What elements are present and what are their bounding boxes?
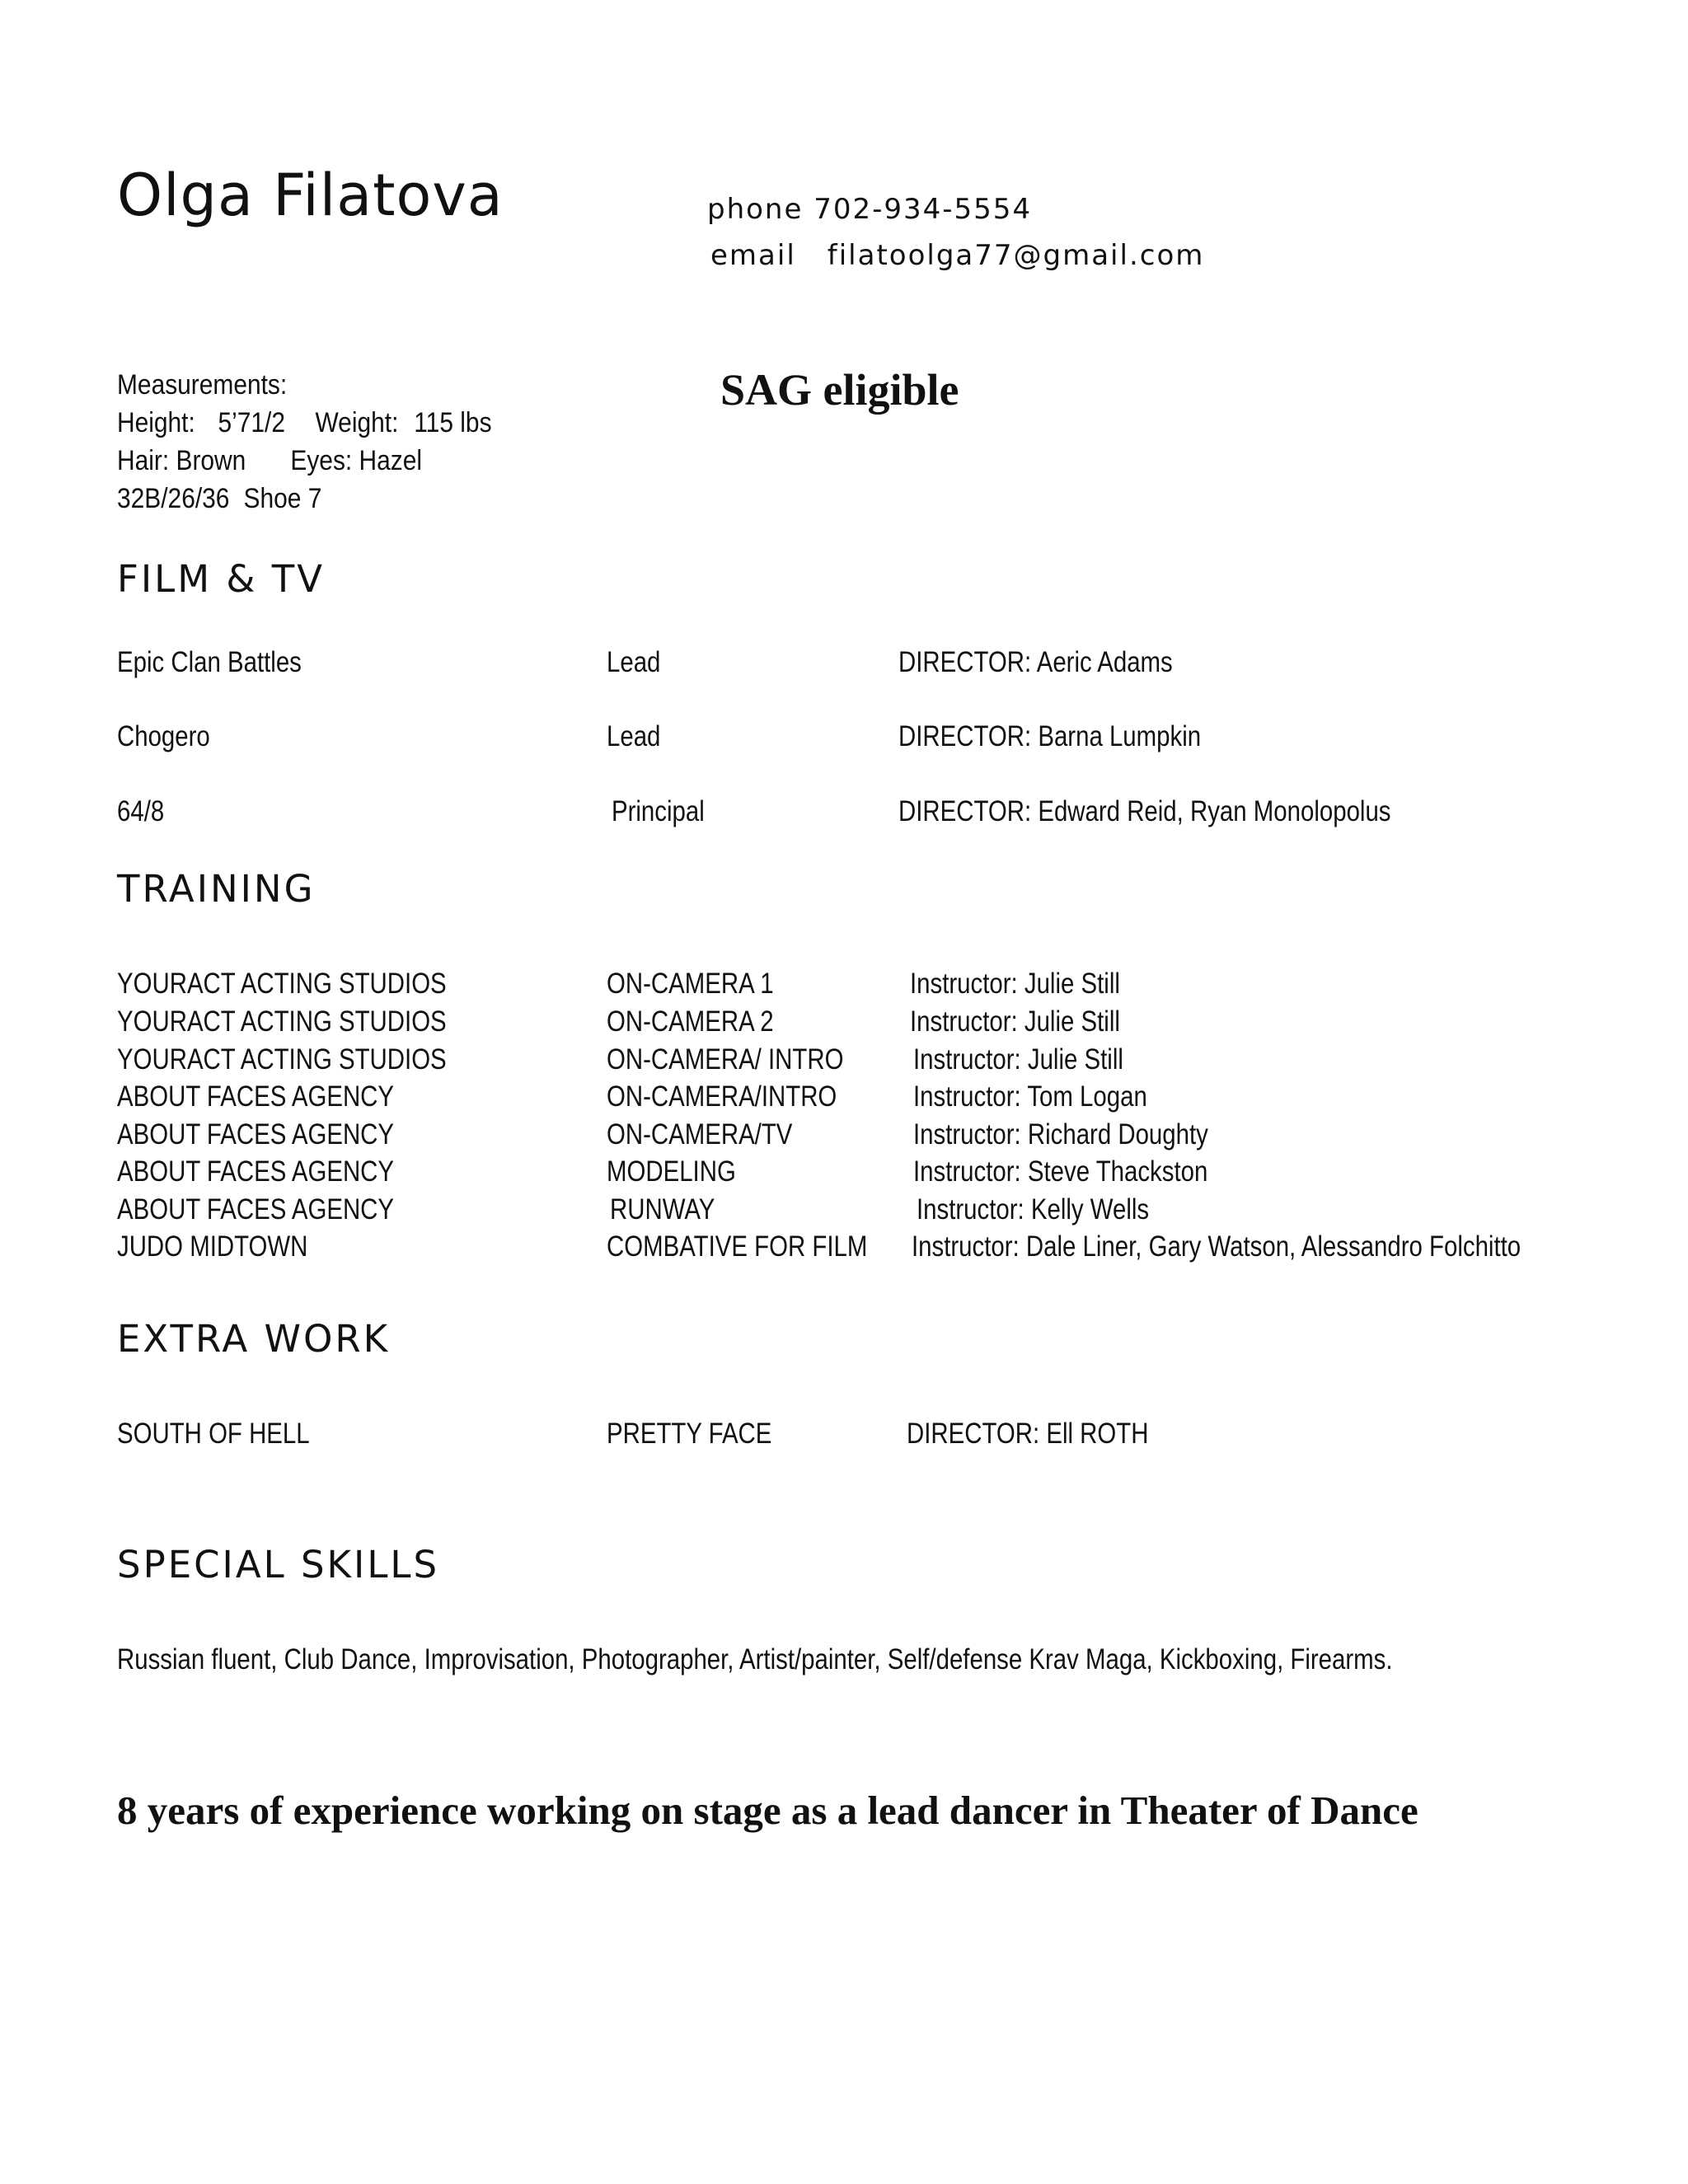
measurements-sizes <box>117 483 321 515</box>
extra-work-heading: EXTRA WORK <box>117 1317 391 1361</box>
phone-label: phone <box>707 193 804 226</box>
measurements-hair-eyes <box>117 445 422 477</box>
training-instructor: Instructor: Julie Still <box>910 968 1120 1000</box>
training-course: COMBATIVE FOR FILM <box>607 1230 868 1263</box>
training-course: ON-CAMERA/TV <box>607 1118 793 1151</box>
special-skills-text: Russian fluent, Club Dance, Improvisation, Photographer, Artist/painter, Self/defense Krav Maga, Kickboxing, Firearms. <box>117 1643 1393 1675</box>
email-label: email <box>710 239 796 272</box>
film-role: Lead <box>607 646 661 678</box>
measurements-title: Measurements: <box>117 369 288 401</box>
email-address: filatoolga77@gmail.com <box>827 239 1205 272</box>
extra-work-role: PRETTY FACE <box>607 1418 772 1450</box>
body-sizes: 32B/26/36 <box>117 483 230 514</box>
film-title: Chogero <box>117 720 210 752</box>
phone-line <box>707 193 1032 226</box>
film-director: DIRECTOR: Barna Lumpkin <box>898 720 1202 752</box>
training-school: ABOUT FACES AGENCY <box>117 1155 395 1188</box>
training-course: ON-CAMERA/INTRO <box>607 1080 837 1113</box>
eyes-value: Hazel <box>359 445 423 476</box>
training-school: YOURACT ACTING STUDIOS <box>117 968 447 1000</box>
film-title: 64/8 <box>117 795 165 827</box>
training-instructor: Instructor: Tom Logan <box>913 1080 1147 1113</box>
training-instructor: Instructor: Julie Still <box>910 1005 1120 1038</box>
extra-work-title: SOUTH OF HELL <box>117 1418 310 1450</box>
training-course: MODELING <box>607 1155 736 1188</box>
hair-value: Brown <box>176 445 246 476</box>
weight-value: 115 lbs <box>414 407 492 438</box>
training-school: JUDO MIDTOWN <box>117 1230 308 1263</box>
hair-label: Hair: <box>117 445 170 476</box>
training-school: ABOUT FACES AGENCY <box>117 1118 395 1151</box>
height-value: 5’71/2 <box>218 407 286 438</box>
measurements-height-weight <box>117 407 492 439</box>
experience-statement: 8 years of experience working on stage as a lead dancer in Theater of Dance <box>117 1788 1418 1833</box>
training-instructor: Instructor: Kelly Wells <box>917 1193 1150 1226</box>
height-label: Height: <box>117 407 195 438</box>
training-instructor: Instructor: Steve Thackston <box>913 1155 1208 1188</box>
extra-work-director: DIRECTOR: Ell ROTH <box>907 1418 1149 1450</box>
training-school: YOURACT ACTING STUDIOS <box>117 1043 447 1076</box>
training-course: ON-CAMERA 2 <box>607 1005 774 1038</box>
weight-label: Weight: <box>315 407 399 438</box>
eyes-label: Eyes: <box>290 445 353 476</box>
training-course: ON-CAMERA 1 <box>607 968 774 1000</box>
training-instructor: Instructor: Julie Still <box>913 1043 1123 1076</box>
training-instructor: Instructor: Richard Doughty <box>913 1118 1208 1151</box>
shoe-size: Shoe 7 <box>243 483 322 514</box>
resume-name: Olga Filatova <box>117 162 504 229</box>
sag-eligible: SAG eligible <box>720 365 959 415</box>
training-school: ABOUT FACES AGENCY <box>117 1080 395 1113</box>
training-course: ON-CAMERA/ INTRO <box>607 1043 844 1076</box>
film-role: Principal <box>612 795 705 827</box>
email-line <box>710 239 1204 272</box>
film-director: DIRECTOR: Aeric Adams <box>898 646 1173 678</box>
film-tv-heading: FILM & TV <box>117 557 326 601</box>
film-director: DIRECTOR: Edward Reid, Ryan Monolopolus <box>898 795 1391 827</box>
training-school: YOURACT ACTING STUDIOS <box>117 1005 447 1038</box>
film-title: Epic Clan Battles <box>117 646 302 678</box>
film-role: Lead <box>607 720 661 752</box>
training-instructor: Instructor: Dale Liner, Gary Watson, Alessandro Folchitto <box>912 1230 1522 1263</box>
training-school: ABOUT FACES AGENCY <box>117 1193 395 1226</box>
phone-number: 702-934-5554 <box>814 193 1033 226</box>
special-skills-heading: SPECIAL SKILLS <box>117 1543 440 1586</box>
training-course: RUNWAY <box>610 1193 715 1226</box>
training-heading: TRAINING <box>117 867 316 911</box>
